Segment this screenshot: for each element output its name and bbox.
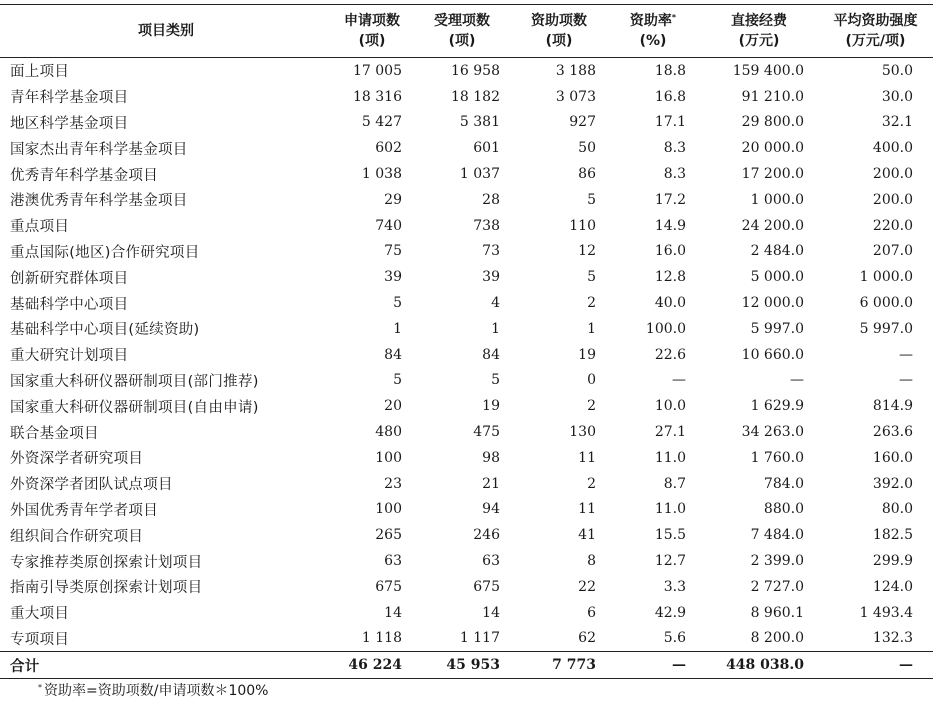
cell-rate: 27.1 bbox=[654, 424, 686, 441]
cell-funded: 130 bbox=[569, 424, 596, 441]
cell-applied: 84 bbox=[384, 346, 402, 363]
cell-avg-intensity: 182.5 bbox=[872, 527, 913, 544]
cell-avg-intensity: 400.0 bbox=[872, 140, 913, 157]
table-row bbox=[0, 213, 933, 239]
cell-avg-intensity: 200.0 bbox=[872, 191, 913, 208]
cell-avg-intensity: — bbox=[818, 652, 933, 679]
cell-direct-funds: 8 960.1 bbox=[750, 604, 804, 621]
cell-funded: 5 bbox=[587, 269, 596, 286]
table-row bbox=[0, 58, 933, 84]
funding-table-container bbox=[0, 4, 933, 679]
cell-rate: 12.8 bbox=[654, 269, 686, 286]
cell-rate: 10.0 bbox=[654, 398, 686, 415]
cell-rate: 42.9 bbox=[654, 604, 686, 621]
cell-accepted: 246 bbox=[473, 527, 500, 544]
cell-avg-intensity: 5 997.0 bbox=[859, 320, 913, 337]
cell-direct-funds: 5 997.0 bbox=[750, 320, 804, 337]
cell-funded: 2 bbox=[587, 398, 596, 415]
cell-category: 国家重大科研仪器研制项目(部门推荐) bbox=[10, 373, 259, 390]
table-row bbox=[0, 368, 933, 394]
cell-avg-intensity: 207.0 bbox=[872, 243, 913, 260]
cell-funded: 110 bbox=[569, 217, 596, 234]
cell-direct-funds: 784.0 bbox=[763, 475, 804, 492]
table-row bbox=[0, 290, 933, 316]
cell-applied: 75 bbox=[384, 243, 402, 260]
cell-avg-intensity: 200.0 bbox=[872, 166, 913, 183]
cell-rate: 8.3 bbox=[663, 166, 686, 183]
cell-category: 联合基金项目 bbox=[10, 425, 99, 442]
header-rate: 资助率* (%) bbox=[606, 5, 700, 58]
cell-category: 国家杰出青年科学基金项目 bbox=[10, 141, 188, 158]
cell-avg-intensity: 32.1 bbox=[881, 114, 913, 131]
cell-applied: 265 bbox=[375, 527, 402, 544]
cell-accepted: 738 bbox=[473, 217, 500, 234]
cell-rate: 16.8 bbox=[654, 88, 686, 105]
footnote bbox=[38, 680, 268, 700]
cell-applied: 100 bbox=[375, 501, 402, 518]
cell-funded: 19 bbox=[578, 346, 596, 363]
cell-applied: 480 bbox=[375, 424, 402, 441]
table-row bbox=[0, 84, 933, 110]
cell-funded: 3 073 bbox=[555, 88, 596, 105]
cell-applied: 602 bbox=[375, 140, 402, 157]
cell-funded: 11 bbox=[578, 501, 596, 518]
cell-category: 组织间合作研究项目 bbox=[10, 528, 144, 545]
table-row bbox=[0, 548, 933, 574]
cell-funded: 41 bbox=[578, 527, 596, 544]
cell-direct-funds: 12 000.0 bbox=[741, 295, 804, 312]
cell-category: 基础科学中心项目 bbox=[10, 296, 129, 313]
cell-direct-funds: 2 727.0 bbox=[750, 578, 804, 595]
cell-avg-intensity: — bbox=[899, 346, 913, 363]
cell-funded: 1 bbox=[587, 320, 596, 337]
header-category: 项目类别 bbox=[0, 5, 332, 58]
cell-funded: 11 bbox=[578, 449, 596, 466]
cell-applied: 5 bbox=[393, 372, 402, 389]
cell-applied: 18 316 bbox=[353, 88, 402, 105]
cell-applied: 5 427 bbox=[361, 114, 402, 131]
table-row bbox=[0, 445, 933, 471]
cell-category: 重大项目 bbox=[10, 606, 70, 623]
cell-applied: 1 bbox=[393, 320, 402, 337]
cell-avg-intensity: 132.3 bbox=[872, 630, 913, 647]
header-accepted: 受理项数 (项) bbox=[412, 5, 512, 58]
cell-avg-intensity: — bbox=[899, 372, 913, 389]
cell-accepted: 98 bbox=[482, 449, 500, 466]
cell-category: 合计 bbox=[0, 652, 332, 679]
cell-accepted: 18 182 bbox=[451, 88, 500, 105]
cell-accepted: 45 953 bbox=[412, 652, 512, 679]
cell-direct-funds: 10 660.0 bbox=[741, 346, 804, 363]
cell-direct-funds: 17 200.0 bbox=[741, 166, 804, 183]
cell-rate: 16.0 bbox=[654, 243, 686, 260]
header-avg-intensity: 平均资助强度 (万元/项) bbox=[818, 5, 933, 58]
cell-rate: — bbox=[606, 652, 700, 679]
cell-direct-funds: 448 038.0 bbox=[700, 652, 818, 679]
cell-category: 地区科学基金项目 bbox=[10, 115, 129, 132]
cell-funded: 62 bbox=[578, 630, 596, 647]
cell-category: 指南引导类原创探索计划项目 bbox=[10, 580, 203, 597]
cell-category: 外资深学者团队试点项目 bbox=[10, 477, 173, 494]
cell-rate: 17.1 bbox=[654, 114, 686, 131]
header-direct-funds: 直接经费 (万元) bbox=[700, 5, 818, 58]
cell-applied: 17 005 bbox=[353, 62, 402, 79]
cell-accepted: 16 958 bbox=[451, 62, 500, 79]
cell-rate: 40.0 bbox=[654, 295, 686, 312]
cell-funded: 6 bbox=[587, 604, 596, 621]
cell-category: 基础科学中心项目(延续资助) bbox=[10, 322, 200, 339]
cell-funded: 3 188 bbox=[555, 62, 596, 79]
cell-category: 外资深学者研究项目 bbox=[10, 451, 144, 468]
table-row bbox=[0, 110, 933, 136]
cell-funded: 927 bbox=[569, 114, 596, 131]
cell-applied: 29 bbox=[384, 191, 402, 208]
table-header-row bbox=[0, 5, 933, 58]
cell-accepted: 28 bbox=[482, 191, 500, 208]
cell-avg-intensity: 220.0 bbox=[872, 217, 913, 234]
cell-avg-intensity: 80.0 bbox=[881, 501, 913, 518]
cell-rate: — bbox=[672, 372, 686, 389]
total-row bbox=[0, 652, 933, 679]
cell-accepted: 1 bbox=[491, 320, 500, 337]
cell-direct-funds: 34 263.0 bbox=[741, 424, 804, 441]
table-row bbox=[0, 574, 933, 600]
cell-rate: 22.6 bbox=[654, 346, 686, 363]
cell-direct-funds: 24 200.0 bbox=[741, 217, 804, 234]
funding-statistics-table bbox=[0, 4, 933, 679]
cell-accepted: 39 bbox=[482, 269, 500, 286]
cell-direct-funds: 5 000.0 bbox=[750, 269, 804, 286]
cell-applied: 5 bbox=[393, 295, 402, 312]
cell-direct-funds: 159 400.0 bbox=[732, 62, 804, 79]
cell-rate: 18.8 bbox=[654, 62, 686, 79]
cell-funded: 86 bbox=[578, 166, 596, 183]
cell-funded: 0 bbox=[587, 372, 596, 389]
footnote-marker: * bbox=[671, 13, 677, 22]
table-row bbox=[0, 522, 933, 548]
cell-avg-intensity: 124.0 bbox=[872, 578, 913, 595]
cell-avg-intensity: 30.0 bbox=[881, 88, 913, 105]
cell-category: 专项项目 bbox=[10, 631, 70, 648]
table-row bbox=[0, 264, 933, 290]
cell-applied: 20 bbox=[384, 398, 402, 415]
cell-avg-intensity: 392.0 bbox=[872, 475, 913, 492]
cell-applied: 740 bbox=[375, 217, 402, 234]
cell-direct-funds: 2 399.0 bbox=[750, 553, 804, 570]
cell-rate: 100.0 bbox=[645, 320, 686, 337]
cell-rate: 15.5 bbox=[654, 527, 686, 544]
cell-direct-funds: 8 200.0 bbox=[750, 630, 804, 647]
header-funded: 资助项数 (项) bbox=[512, 5, 606, 58]
cell-accepted: 675 bbox=[473, 578, 500, 595]
table-row bbox=[0, 419, 933, 445]
cell-rate: 14.9 bbox=[654, 217, 686, 234]
cell-category: 面上项目 bbox=[10, 64, 70, 81]
cell-avg-intensity: 1 000.0 bbox=[859, 269, 913, 286]
cell-direct-funds: 1 000.0 bbox=[750, 191, 804, 208]
table-row bbox=[0, 393, 933, 419]
cell-accepted: 19 bbox=[482, 398, 500, 415]
cell-accepted: 94 bbox=[482, 501, 500, 518]
cell-category: 优秀青年科学基金项目 bbox=[10, 167, 158, 184]
cell-funded: 22 bbox=[578, 578, 596, 595]
cell-category: 专家推荐类原创探索计划项目 bbox=[10, 554, 203, 571]
cell-accepted: 475 bbox=[473, 424, 500, 441]
cell-accepted: 84 bbox=[482, 346, 500, 363]
cell-rate: 11.0 bbox=[654, 501, 686, 518]
cell-direct-funds: 1 629.9 bbox=[750, 398, 804, 415]
cell-rate: 8.3 bbox=[663, 140, 686, 157]
cell-category: 创新研究群体项目 bbox=[10, 270, 129, 287]
cell-direct-funds: 29 800.0 bbox=[741, 114, 804, 131]
table-row bbox=[0, 471, 933, 497]
cell-category: 重大研究计划项目 bbox=[10, 348, 129, 365]
cell-direct-funds: 20 000.0 bbox=[741, 140, 804, 157]
cell-funded: 2 bbox=[587, 295, 596, 312]
cell-applied: 14 bbox=[384, 604, 402, 621]
cell-category: 青年科学基金项目 bbox=[10, 90, 129, 107]
cell-category: 港澳优秀青年科学基金项目 bbox=[10, 193, 188, 210]
cell-accepted: 73 bbox=[482, 243, 500, 260]
footnote-star: * bbox=[38, 683, 42, 692]
cell-accepted: 5 bbox=[491, 372, 500, 389]
cell-rate: 12.7 bbox=[654, 553, 686, 570]
table-row bbox=[0, 239, 933, 265]
cell-category: 国家重大科研仪器研制项目(自由申请) bbox=[10, 399, 259, 416]
table-row bbox=[0, 161, 933, 187]
cell-rate: 17.2 bbox=[654, 191, 686, 208]
cell-rate: 8.7 bbox=[663, 475, 686, 492]
cell-category: 重点项目 bbox=[10, 219, 70, 236]
cell-applied: 1 118 bbox=[361, 630, 402, 647]
cell-applied: 23 bbox=[384, 475, 402, 492]
cell-category: 外国优秀青年学者项目 bbox=[10, 502, 158, 519]
cell-accepted: 14 bbox=[482, 604, 500, 621]
cell-rate: 3.3 bbox=[663, 578, 686, 595]
footnote-text: 资助率=资助项数/申请项数＊100% bbox=[44, 683, 269, 699]
cell-avg-intensity: 263.6 bbox=[872, 424, 913, 441]
table-row bbox=[0, 316, 933, 342]
cell-direct-funds: 7 484.0 bbox=[750, 527, 804, 544]
table-row bbox=[0, 626, 933, 652]
cell-avg-intensity: 814.9 bbox=[872, 398, 913, 415]
table-row bbox=[0, 135, 933, 161]
cell-direct-funds: 2 484.0 bbox=[750, 243, 804, 260]
cell-funded: 8 bbox=[587, 553, 596, 570]
cell-funded: 2 bbox=[587, 475, 596, 492]
table-row bbox=[0, 600, 933, 626]
cell-funded: 7 773 bbox=[512, 652, 606, 679]
cell-accepted: 601 bbox=[473, 140, 500, 157]
cell-accepted: 1 037 bbox=[459, 166, 500, 183]
cell-applied: 675 bbox=[375, 578, 402, 595]
table-body bbox=[0, 58, 933, 679]
cell-avg-intensity: 299.9 bbox=[872, 553, 913, 570]
cell-funded: 50 bbox=[578, 140, 596, 157]
cell-category: 重点国际(地区)合作研究项目 bbox=[10, 244, 200, 261]
cell-direct-funds: 880.0 bbox=[763, 501, 804, 518]
cell-funded: 5 bbox=[587, 191, 596, 208]
cell-avg-intensity: 50.0 bbox=[881, 62, 913, 79]
cell-applied: 39 bbox=[384, 269, 402, 286]
cell-accepted: 4 bbox=[491, 295, 500, 312]
cell-direct-funds: — bbox=[790, 372, 804, 389]
header-applied: 申请项数 (项) bbox=[332, 5, 412, 58]
cell-applied: 46 224 bbox=[332, 652, 412, 679]
cell-accepted: 63 bbox=[482, 553, 500, 570]
cell-accepted: 21 bbox=[482, 475, 500, 492]
cell-avg-intensity: 6 000.0 bbox=[859, 295, 913, 312]
table-row bbox=[0, 497, 933, 523]
cell-direct-funds: 1 760.0 bbox=[750, 449, 804, 466]
cell-applied: 100 bbox=[375, 449, 402, 466]
cell-direct-funds: 91 210.0 bbox=[741, 88, 804, 105]
cell-avg-intensity: 160.0 bbox=[872, 449, 913, 466]
cell-rate: 5.6 bbox=[663, 630, 686, 647]
table-row bbox=[0, 187, 933, 213]
cell-avg-intensity: 1 493.4 bbox=[859, 604, 913, 621]
table-row bbox=[0, 342, 933, 368]
cell-accepted: 5 381 bbox=[459, 114, 500, 131]
cell-applied: 63 bbox=[384, 553, 402, 570]
cell-funded: 12 bbox=[578, 243, 596, 260]
cell-rate: 11.0 bbox=[654, 449, 686, 466]
cell-accepted: 1 117 bbox=[459, 630, 500, 647]
cell-applied: 1 038 bbox=[361, 166, 402, 183]
